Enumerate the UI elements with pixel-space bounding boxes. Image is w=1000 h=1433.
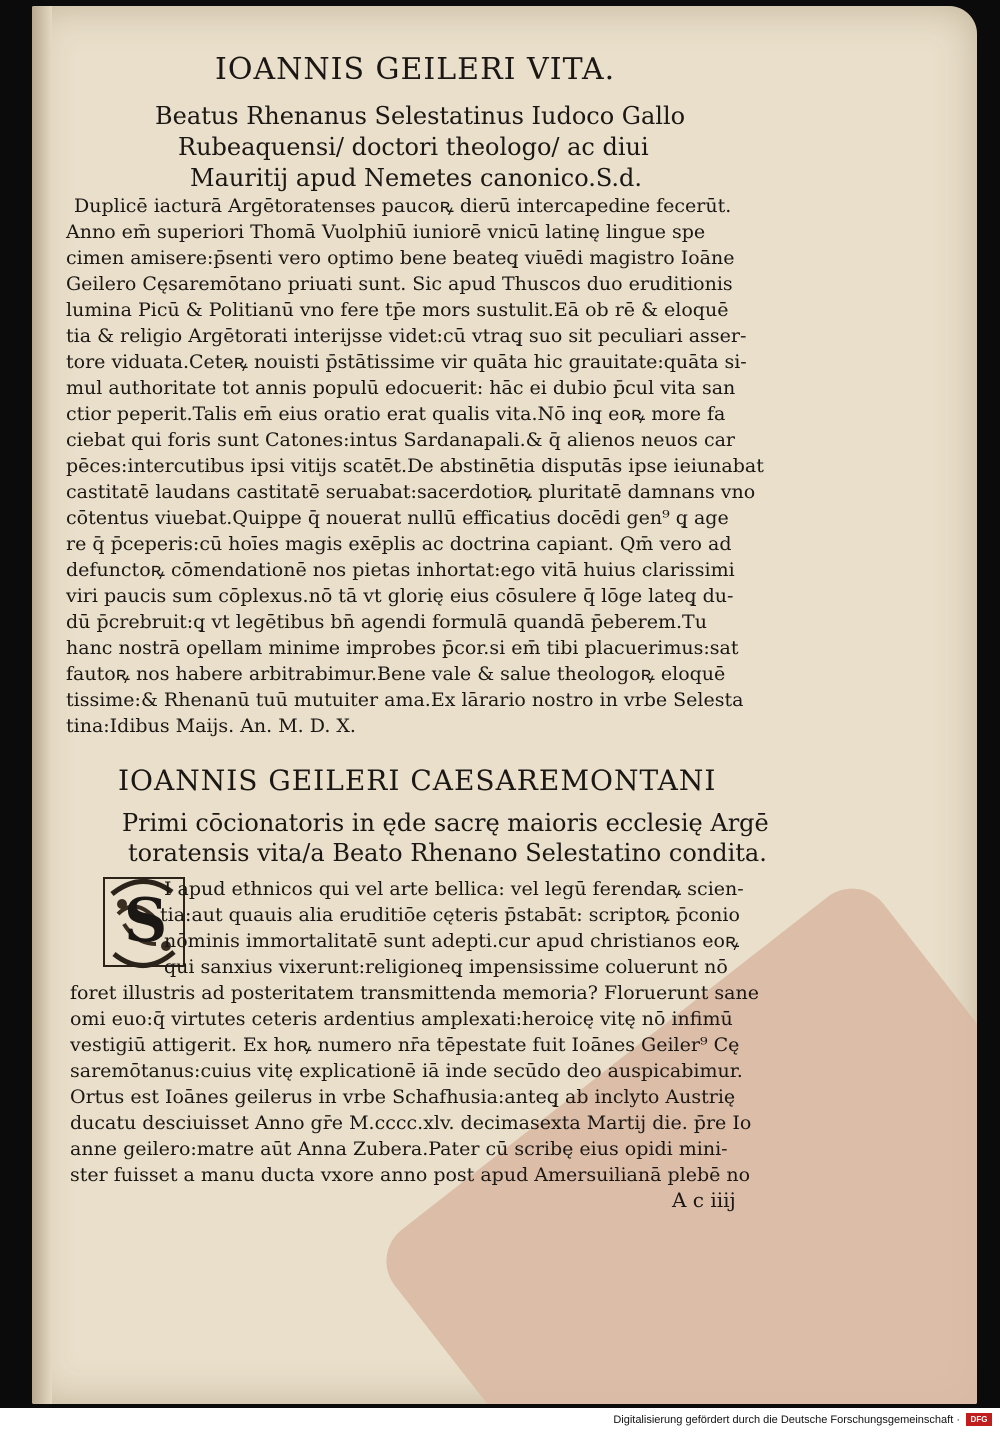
initial-letter: S [124,886,168,956]
salutation-line-1: Beatus Rhenanus Selestatinus Iudoco Gallo [155,102,686,130]
letter-line: lumina Picū & Politianū vno fere tp̄e mors sustulit.Eā ob rē & eloquē [66,299,729,321]
letter-line: pēces:intercutibus ipsi vitijs scatēt.De abstinētia disputās ipse ieiunabat [66,455,764,477]
vita-line: saremōtanus:cuius vitę explicationē iā inde secūdo deo auspicabimur. [70,1060,743,1082]
letter-line: castitatē laudans castitatē seruabat:sacerdotioꝶ pluritatē damnans vno [66,481,756,503]
letter-line: cōtentus viuebat.Quippe q̄ nouerat nullū efficatius docēdi gen⁹ q̧ age [66,507,729,529]
vita-line: qui sanxius vixerunt:religioneq̧ impensissime coluerunt nō [164,956,728,978]
salutation-line-3: Mauritij apud Nemetes canonico.S.d. [190,164,643,192]
letter-line: tissime:& Rhenanū tuū mutuiter ama.Ex lārario nostro in vrbe Selesta [66,689,744,711]
section-title: IOANNIS GEILERI CAESAREMONTANI [118,764,717,797]
page-title: IOANNIS GEILERI VITA. [215,52,616,87]
letter-line: tina:Idibus Maijs. An. M. D. X. [66,715,356,737]
vita-line: anne geilero:matre aūt Anna Zubera.Pater cū scribę eius opidi mini- [70,1138,728,1160]
letter-line: re q̄ p̄ceperis:cū hoīes magis exēplis ac doctrina capiant. Qm̄ vero ad [66,533,732,555]
letter-line: fautoꝶ nos habere arbitrabimur.Bene vale & salue theologoꝶ eloquē [66,663,726,685]
letter-line: cimen amisere:p̄senti vero optimo bene beateq̧ viuēdi magistro Ioāne [66,247,735,269]
footer-credit: Digitalisierung gefördert durch die Deutsche Forschungsgemeinschaft · [613,1414,960,1426]
dfg-logo-icon: DFG [966,1413,992,1426]
vita-line: I apud ethnicos qui vel arte bellica: vel legū ferendaꝶ scien- [164,878,744,900]
letter-line: mul authoritate tot annis populū edocuerit: hāc ei dubio p̄cul vita san [66,377,736,399]
section-subtitle-line-1: Primi cōcionatoris in ęde sacrę maioris ecclesię Argē [122,809,769,837]
book-page [32,6,977,1404]
letter-line: viri paucis sum cōplexus.nō tā vt glorię eius cōsulere q̄ lōge lateq̧ du- [66,585,734,607]
vita-line: ster fuisset a manu ducta vxore anno post apud Amersuilianā plebē no [70,1164,751,1186]
vita-line: Ortus est Ioānes geilerus in vrbe Schafhusia:anteq̧ ab inclyto Austrię [70,1086,736,1108]
salutation-line-2: Rubeaquensi/ doctori theologo/ ac diui [178,133,649,161]
letter-line: Duplicē iacturā Argētoratenses paucoꝶ dierū intercapedine fecerūt. [74,195,732,217]
vita-line: foret illustris ad posteritatem transmittenda memoria? Floruerunt sane [70,982,759,1004]
signature-mark: A c iiij [672,1188,736,1212]
vita-line: nōminis immortalitatē sunt adepti.cur apud christianos eoꝶ [164,930,740,952]
letter-line: hanc nostrā opellam minime improbes p̄cor.si em̄ tibi placuerimus:sat [66,637,739,659]
vita-line: vestigiū attigerit. Ex hoꝶ numero nr̄a tēpestate fuit Ioānes Geiler⁹ Cę [70,1034,740,1056]
vita-line: ducatu desciuisset Anno gr̄e M.cccc.xlv. decimasexta Martij die. p̄re Io [70,1112,752,1134]
letter-line: defunctoꝶ cōmendationē nos pietas inhortat:ego vitā huius clarissimi [66,559,735,581]
section-subtitle-line-2: toratensis vita/a Beato Rhenano Selestatino condita. [128,839,767,867]
page-text [32,6,977,1404]
letter-line: Geilero Cęsaremōtano priuati sunt. Sic apud Thuscos duo eruditionis [66,273,733,295]
footer-bar [0,1408,1000,1433]
vita-line: tia:aut quauis alia eruditiōe cęteris p̄stabāt: scriptoꝶ p̄conio [160,904,740,926]
vita-line: omi euo:q̄ virtutes ceteris ardentius amplexati:heroicę vitę nō infimū [70,1008,733,1030]
letter-line: ciebat qui foris sunt Catones:intus Sardanapali.& q̄ alienos neuos car [66,429,736,451]
letter-line: ctior peperit.Talis em̄ eius oratio erat qualis vita.Nō inq̧ eoꝶ more fa [66,403,726,425]
letter-line: dū p̄crebruit:q̧ vt legētibus bn̄ agendi formulā quandā p̄eberem.Tu [66,611,707,633]
letter-line: tore viduata.Ceteꝶ nouisti p̄stātissime vir quāta hic grauitate:quāta si- [66,351,747,373]
letter-line: Anno em̄ superiori Thomā Vuolphiū iuniorē vnicū latinę lingue spe [66,221,706,243]
letter-line: tia & religio Argētorati interijsse videt:cū vtraq̧ suo sit peculiari asser- [66,325,747,347]
